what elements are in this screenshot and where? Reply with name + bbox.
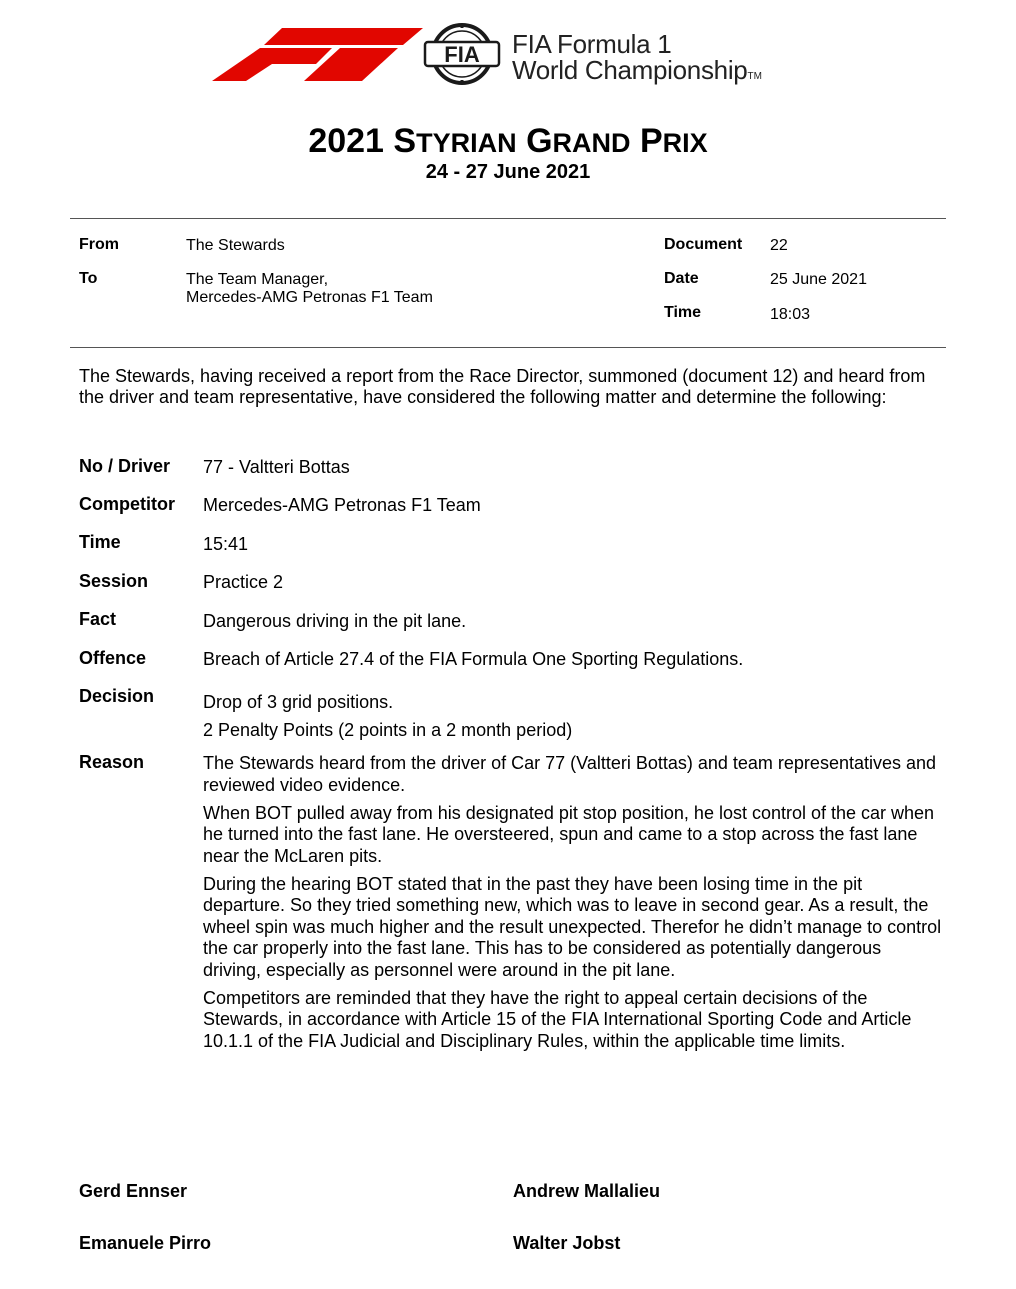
- session-label: Session: [79, 571, 149, 591]
- time-label: Time: [664, 304, 702, 321]
- to-label: To: [79, 270, 98, 287]
- offence-value: Breach of Article 27.4 of the FIA Formula One Sporting Regulations.: [203, 649, 744, 669]
- date-label: Date: [664, 270, 699, 287]
- logo-line2: World Championship: [512, 55, 748, 85]
- steward-signature: Andrew Mallalieu: [513, 1181, 661, 1201]
- offence-label: Offence: [79, 648, 147, 668]
- f1-logo-icon: [212, 26, 424, 82]
- intro-paragraph: The Stewards, having received a report from the Race Director, summoned (document 12) and heard from the driver and team representative, have considered the following matter and determine the following:: [79, 366, 926, 407]
- competitor-label: Competitor: [79, 494, 175, 514]
- fact-value: Dangerous driving in the pit lane.: [203, 611, 467, 631]
- reason-label: Reason: [79, 752, 145, 772]
- reason-value: [203, 753, 943, 1059]
- event-title: 2021 STYRIAN GRAND PRIX: [308, 122, 708, 160]
- date-value: 25 June 2021: [770, 271, 867, 288]
- document-label: Document: [664, 236, 743, 253]
- incident-time-value: 15:41: [203, 534, 249, 554]
- competitor-value: Mercedes-AMG Petronas F1 Team: [203, 495, 481, 515]
- steward-signature: Gerd Ennser: [79, 1181, 188, 1201]
- reason-paragraph: The Stewards heard from the driver of Car 77 (Valtteri Bottas) and team representatives and reviewed video evidence.: [203, 753, 937, 795]
- decision-label: Decision: [79, 686, 155, 706]
- top-divider: [70, 218, 946, 219]
- meta-divider: [70, 347, 946, 348]
- time-value: 18:03: [770, 306, 811, 323]
- reason-paragraph: Competitors are reminded that they have the right to appeal certain decisions of the Stewards, in accordance with Article 15 of the FIA International Sporting Code and Article 10.1.1 of the FIA Judicial and Disciplinary Rules, within the applicable time limits.: [203, 987, 912, 1051]
- fact-label: Fact: [79, 609, 117, 629]
- session-value: Practice 2: [203, 572, 284, 592]
- reason-paragraph: When BOT pulled away from his designated pit stop position, he lost control of the car when he turned into the fast lane. He oversteered, spun and came to a stop across the fast lane near the McLaren pits.: [203, 802, 935, 866]
- document-value: 22: [770, 237, 788, 254]
- fia-emblem-icon: [419, 23, 505, 85]
- incident-time-label: Time: [79, 532, 121, 552]
- logo-wordmark: [512, 31, 762, 90]
- from-label: From: [79, 236, 119, 253]
- trademark: TM: [747, 71, 762, 82]
- reason-paragraph: During the hearing BOT stated that in the past they have been losing time in the pit departure. So they tried something new, which was to leave in second gear. As a result, the wheel spin was much higher and the result unexpected. Therefor he didn’t manage to control the car properly into the fast lane. This has to be considered as potentially dangerous driving, especially as personnel were around in the pit lane.: [203, 873, 942, 980]
- logo-line1: FIA Formula 1: [512, 29, 672, 59]
- decision-value: Drop of 3 grid positions. 2 Penalty Points (2 points in a 2 month period): [203, 692, 573, 740]
- steward-signature: Emanuele Pirro: [79, 1233, 212, 1253]
- event-dates: 24 - 27 June 2021: [425, 161, 591, 183]
- driver-label: No / Driver: [79, 456, 171, 476]
- driver-value: 77 - Valtteri Bottas: [203, 457, 350, 477]
- to-value: The Team Manager, Mercedes-AMG Petronas F1 Team: [186, 271, 433, 306]
- steward-signature: Walter Jobst: [513, 1233, 621, 1253]
- fia-mark: FIA: [444, 42, 480, 67]
- from-value: The Stewards: [186, 237, 285, 254]
